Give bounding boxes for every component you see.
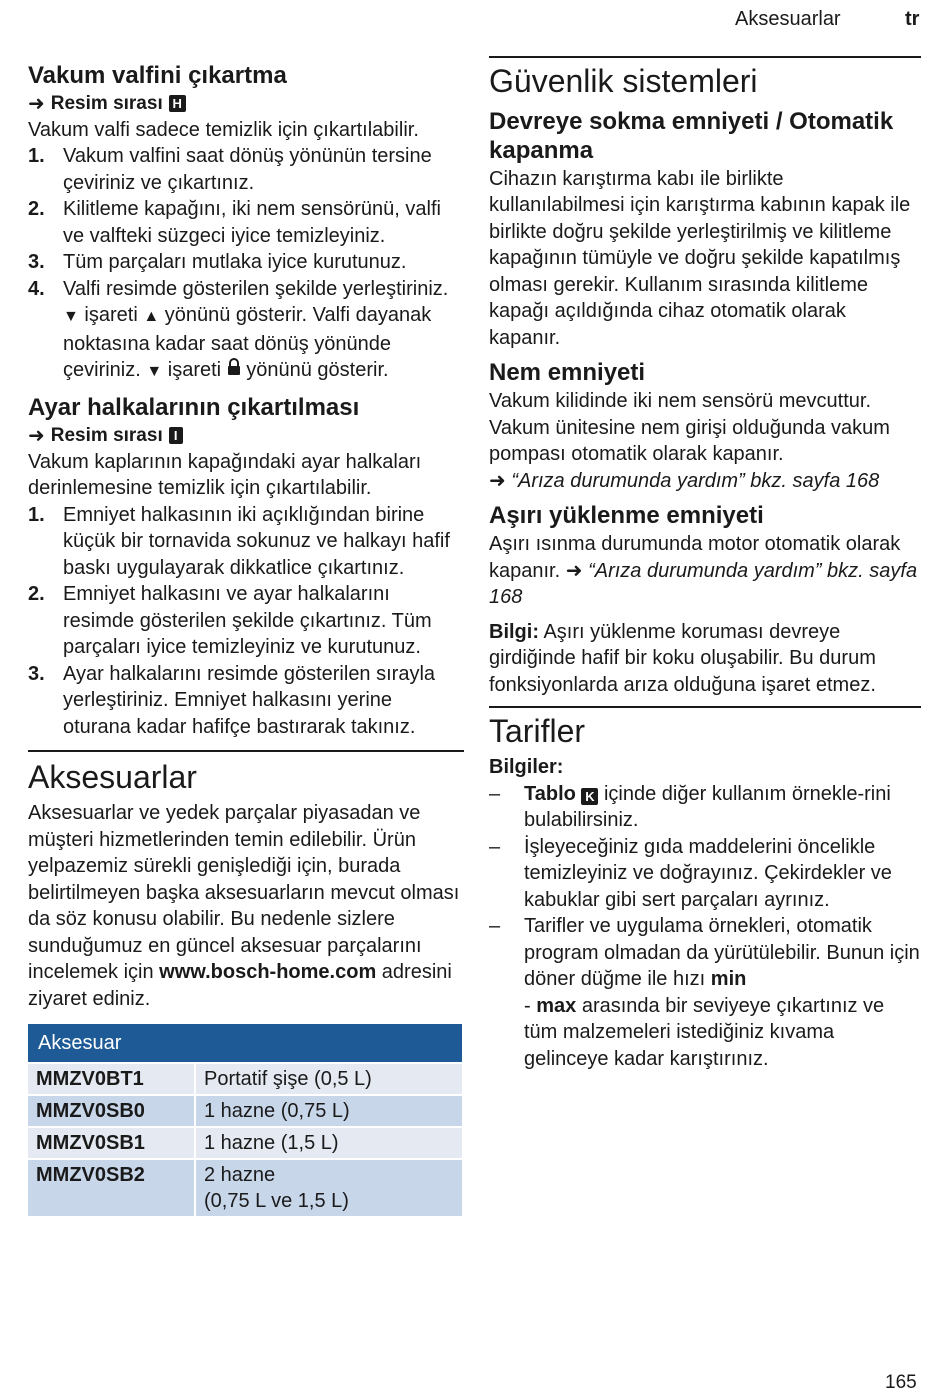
ayar-steps xyxy=(28,502,464,741)
asiri-title: Aşırı yüklenme emniyeti xyxy=(489,502,764,530)
nem-body: Vakum kilidinde iki nem sensörü mevcuttur. Vakum ünitesine nem girişi olduğunda vakum pompası otomatik olarak kapanır. xyxy=(489,390,890,466)
table-letter-box: K xyxy=(581,788,598,805)
devreye-body: Cihazın karıştırma kabı ile birlikte kullanılabilmesi için karıştırma kabının kapak ile birlikte doğru şekilde yerleştirilmiş ve kilitleme kapağının tümüyle ve doğru şekilde kapatılmış olması gerekir. Kullanım sırasında kilitleme kapağı açıldığında cihaz otomatik olarak kapanır. xyxy=(489,167,911,349)
list-item: 4. Valfi resimde gösterilen şekilde yerleştiriniz. ▼ işareti ▲ yönünü gösterir. Valfi dayanak noktasına kadar saat dönüş yönünde çeviriniz. ▼ işareti yönünü gösterir. xyxy=(28,277,449,382)
list-item: 3. Ayar halkalarını resimde gösterilen sırayla yerleştiriniz. Emniyet halkasını yerine oturana kadar hafifçe bastırarak takınız. xyxy=(28,662,436,738)
asiri-body: Aşırı ısınma durumunda motor otomatik olarak kapanır. ➜ “Arıza durumunda yardım” bkz. sayfa 168 xyxy=(489,533,918,609)
list-item: – Tarifler ve uygulama örnekleri, otomatik program olmadan da yürütülebilir. Bunun için döner düğme ile hızı min - max arasında bir seviyeye çıkartınız ve tüm malzemeleri istediğiniz kıvama gelinceye kadar karıştırınız. xyxy=(489,915,920,1070)
tarifler-title: Tarifler xyxy=(489,713,586,750)
list-item: 3. Tüm parçaları mutlaka iyice kurutunuz. xyxy=(28,251,407,274)
ayar-ref-label: Resim sırası xyxy=(50,424,163,446)
figure-letter-box: H xyxy=(169,95,186,112)
list-item: 2. Kilitleme kapağını, iki nem sensörünü, valfi ve valfteki süzgeci iyice temizleyiniz. xyxy=(28,198,441,247)
table-header-row: Aksesuar xyxy=(28,1024,462,1062)
triangle-up-icon: ▲ xyxy=(143,308,160,326)
list-item: 1. Vakum valfini saat dönüş yönünün tersine çeviriniz ve çıkartınız. xyxy=(28,145,432,194)
right-column xyxy=(489,56,921,1072)
list-item: 1. Emniyet halkasının iki açıklığından birine küçük bir tornavida sokunuz ve halkayı hafif baskı uygulayarak dikkatlice çıkartınız. xyxy=(28,503,450,579)
website-link[interactable]: www.bosch-home.com xyxy=(159,961,377,984)
nem-title: Nem emniyeti xyxy=(489,359,646,387)
ayar-title: Ayar halkalarının çıkartılması xyxy=(28,393,360,421)
vakum-ref-label: Resim sırası xyxy=(50,92,163,114)
section-divider xyxy=(489,56,921,58)
section-divider xyxy=(489,706,921,708)
running-header-language: tr xyxy=(905,8,920,30)
table-row: MMZV0SB2 2 hazne (0,75 L ve 1,5 L) xyxy=(28,1160,462,1216)
table-row: MMZV0SB1 1 hazne (1,5 L) xyxy=(28,1128,462,1158)
list-item: – Tablo K içinde diğer kullanım örnekle-rini bulabilirsiniz. xyxy=(489,782,891,832)
aksesuarlar-title: Aksesuarlar xyxy=(28,759,197,796)
table-row: MMZV0BT1 Portatif şişe (0,5 L) xyxy=(28,1064,462,1094)
list-item: – İşleyeceğiniz gıda maddelerini öncelikle temizleyiniz ve doğrayınız. Çekirdekler ve kabuklar gibi sert parçaları ayrınız. xyxy=(489,835,892,911)
devreye-title: Devreye sokma emniyeti / Otomatik kapanma xyxy=(489,108,894,165)
accessory-table xyxy=(28,1022,462,1218)
page-number: 165 xyxy=(885,1372,917,1393)
guvenlik-title: Güvenlik sistemleri xyxy=(489,63,758,99)
arrow-icon: ➜ xyxy=(565,559,583,582)
arrow-icon: ➜ xyxy=(28,92,45,115)
lock-icon xyxy=(227,359,247,381)
vakum-intro: Vakum valfi sadece temizlik için çıkartılabilir. xyxy=(28,118,419,141)
asiri-info: Bilgi: Aşırı yüklenme koruması devreye girdiğinde hafif bir koku oluşabilir. Bu durum fonksiyonlarda arıza olduğuna işaret etmez. xyxy=(489,620,876,696)
list-item: 2. Emniyet halkasını ve ayar halkalarını resimde gösterilen şekilde çıkartınız. Tüm parçaları iyice temizleyiniz ve kurutunuz. xyxy=(28,583,432,659)
triangle-down-icon: ▼ xyxy=(63,308,79,326)
tarifler-list xyxy=(489,781,921,1073)
aksesuarlar-body: Aksesuarlar ve yedek parçalar piyasadan ve müşteri hizmetlerinden temin edilebilir. Ürün yelpazemiz sürekli genişlediği için, burada belirtilmeyen başka aksesuarların mevcut olması da söz konusu olabilir. Bu nedenle sizlere sunduğumuz en güncel aksesuar parçalarını incelemek için www.bosch-home.com adresini ziyaret ediniz. xyxy=(28,802,460,1010)
ayar-intro: Vakum kaplarının kapağındaki ayar halkaları derinlemesine temizlik için çıkartılabilir. xyxy=(28,450,422,500)
vakum-figure-ref xyxy=(28,91,464,117)
section-divider xyxy=(28,750,464,752)
running-header-section: Aksesuarlar xyxy=(735,8,841,30)
figure-letter-box: I xyxy=(169,427,183,444)
arrow-icon: ➜ xyxy=(28,424,45,447)
vakum-title: Vakum valfini çıkartma xyxy=(28,62,287,89)
nem-cross-ref: ➜ “Arıza durumunda yardım” bkz. sayfa 168 xyxy=(489,469,880,492)
tarifler-info-label: Bilgiler: xyxy=(489,756,564,779)
ayar-figure-ref xyxy=(28,423,464,449)
vakum-steps xyxy=(28,143,464,386)
table-row: MMZV0SB0 1 hazne (0,75 L) xyxy=(28,1096,462,1126)
triangle-down-icon: ▼ xyxy=(146,363,163,381)
arrow-icon: ➜ xyxy=(489,469,506,492)
left-column xyxy=(28,56,464,1218)
